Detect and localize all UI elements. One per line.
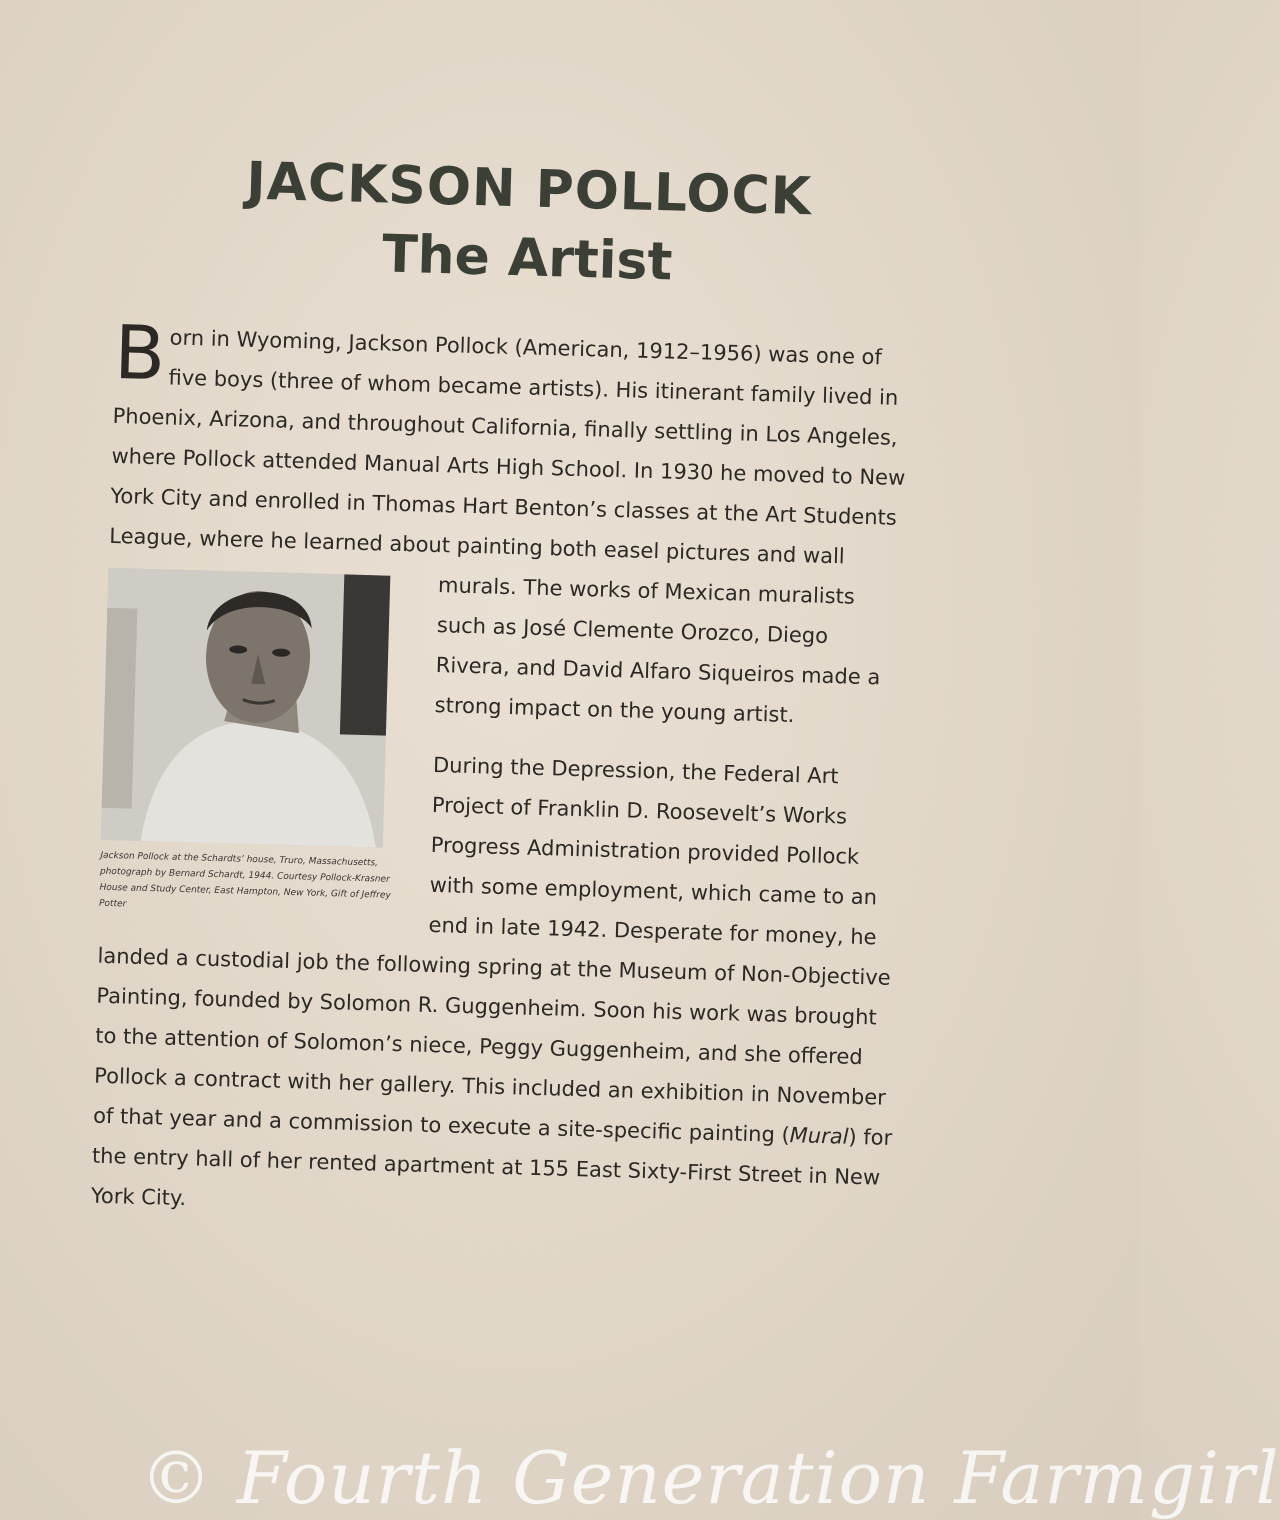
paragraph-2-text-end: ) for the entry hall of her rented apartment at 155 East Sixty-First Street in New York City. — [90, 1124, 893, 1211]
drop-cap: B — [113, 309, 167, 398]
sign-body — [90, 309, 915, 1238]
paragraph-1 — [98, 309, 915, 910]
mural-title: Mural — [789, 1123, 849, 1149]
portrait-figure — [99, 568, 408, 920]
portrait-photo — [101, 568, 390, 848]
photo-caption: Jackson Pollock at the Schardts’ house, Truro, Massachusetts, photograph by Bernard Schardt, 1944. Courtesy Pollock-Krasner House and Study Center, East Hampton, New York, Gift of Jeffrey Potter — [98, 850, 391, 910]
sign-subtitle: The Artist — [381, 224, 674, 293]
sign-title: JACKSON POLLOCK — [245, 151, 813, 228]
paragraph-1-text: orn in Wyoming, Jackson Pollock (American, 1912–1956) was one of five boys (three of whom became artists). His itinerant family lived in Phoenix, Arizona, and throughout California, finally settling in Los Angeles, where Pollock attended Manual Arts High School. In 1930 he moved to New York City and enrolled in Thomas Hart Benton’s classes at the Art Students League, where he learned about painting both easel pictures and — [108, 325, 906, 568]
paragraph-2-text: During the Depression, the Federal Art Project of Franklin D. Roosevelt’s Works Progress Administration provided Pollock with some employment, which came to an end in late 1942. Desperate for money, he landed a custodial job the following spring at the Museum of Non-Objective Painting, founded by Solomon R. Guggenheim. Soon his work was brought to the attention of Solomon’s niece, Peggy Guggenheim, and she offered Pollock a contract with her gallery. This included an exhibition in November of that year and a commission to execute a site-specific painting ( — [92, 752, 892, 1148]
paragraph-1-text-continued: wall murals. The works of Mexican muralists such as José Clemente Orozco, Diego Rivera, and David Alfaro Siqueiros made a strong impact on the young artist. — [434, 543, 881, 728]
copyright-watermark: © Fourth Generation Farmgirl — [140, 1436, 1280, 1520]
wall-text-panel — [90, 148, 980, 1252]
